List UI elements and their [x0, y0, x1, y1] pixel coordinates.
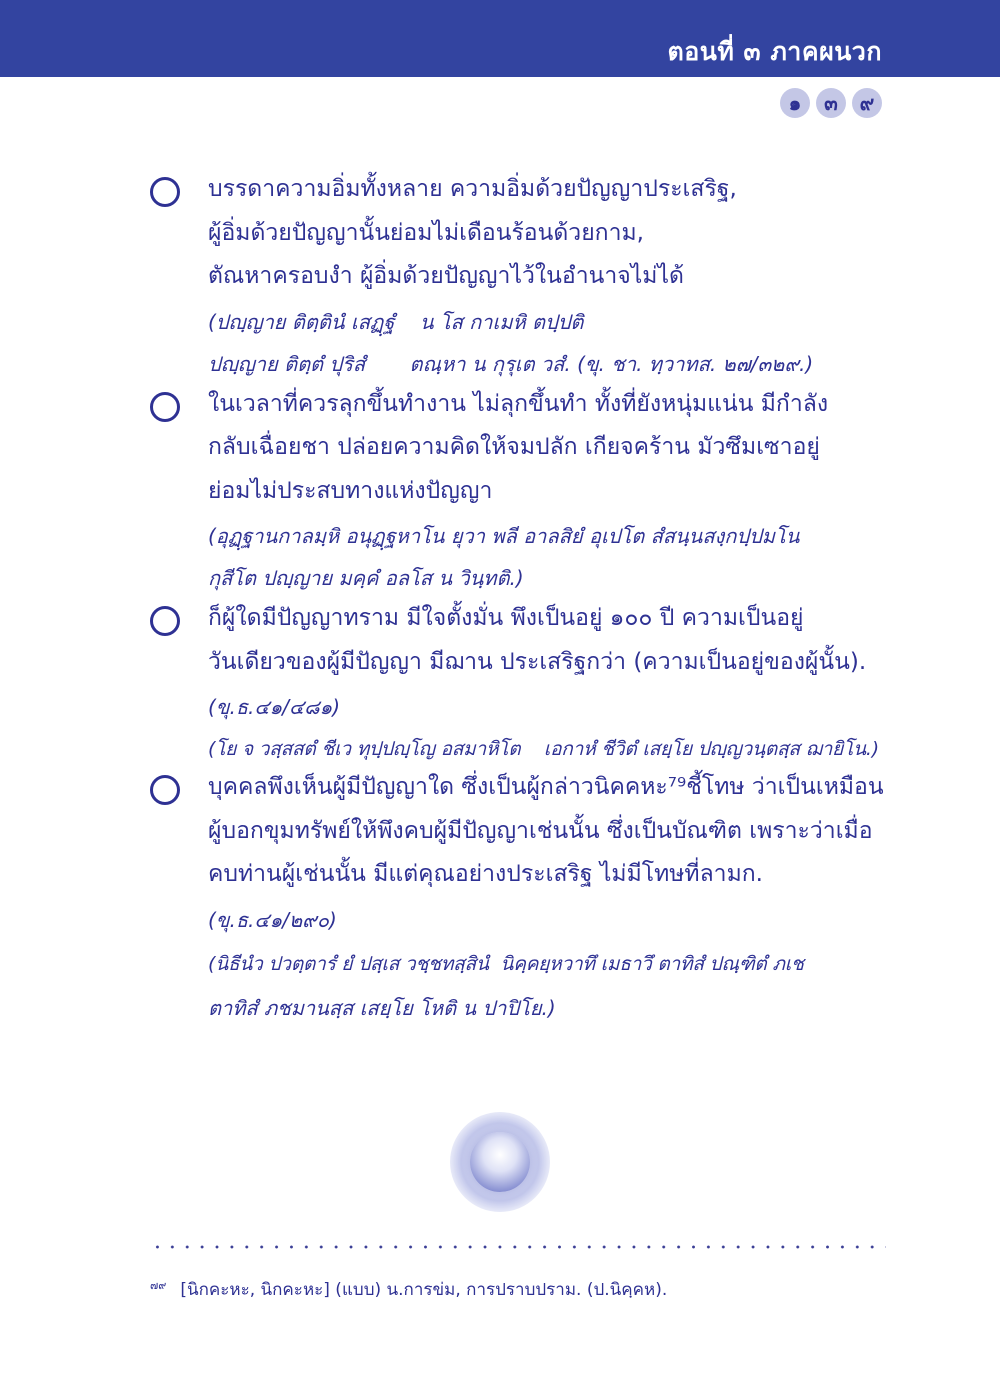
- footnote-text: [นิกคะหะ, นิกคะหะ] (แบบ) น.การข่ม, การปราบปราม. (ป.นิคฺคห).: [180, 1280, 668, 1300]
- section-title: ตอนที่ ๓ ภาคผนวก: [667, 37, 882, 66]
- verse-line: บรรดาความอิ่มทั้งหลาย ความอิ่มด้วยปัญญาประเสริฐ,: [208, 176, 737, 202]
- verse-line: ย่อมไม่ประสบทางแห่งปัญญา: [208, 477, 493, 504]
- verse-line: ในเวลาที่ควรลุกขึ้นทำงาน ไม่ลุกขึ้นทำ ทั้งที่ยังหนุ่มแน่น มีกำลัง: [208, 390, 829, 417]
- pali-line: ปญฺญาย ติตฺตํ ปุริสํ ตณฺหา น กุรุเต วสํ. (ขุ. ชา. ทฺวาทส. ๒๗/๓๒๙.): [208, 351, 814, 376]
- pali-citation: (ขุ.ธ.๔๑/๔๘๑): [208, 695, 341, 719]
- page-number: [780, 88, 882, 118]
- verse-line: ตัณหาครอบงำ ผู้อิ่มด้วยปัญญาไว้ในอำนาจไม่ได้: [208, 263, 684, 289]
- page-digit: ๓: [816, 88, 846, 118]
- footnote: [150, 1276, 667, 1303]
- verse-line: คบท่านผู้เช่นนั้น มีแต่คุณอย่างประเสริฐ ไม่มีโทษที่ลามก.: [208, 861, 763, 887]
- footnote-marker: ๗๙: [150, 1279, 167, 1292]
- circle-bullet-icon: [150, 177, 180, 207]
- verse-3: [146, 597, 886, 772]
- verse-line: บุคคลพึงเห็นผู้มีปัญญาใด ซึ่งเป็นผู้กล่าวนิคคหะ⁷⁹ชี้โทษ ว่าเป็นเหมือน: [208, 774, 884, 800]
- page-digit: ๙: [852, 88, 882, 118]
- crystal-orb-icon: [450, 1112, 550, 1212]
- circle-bullet-icon: [150, 392, 180, 422]
- pali-line: (ปญฺญาย ติตฺตินํ เสฏฺฐํ น โส กาเมหิ ตปฺปติ: [208, 309, 584, 334]
- page-digit: ๑: [780, 88, 810, 118]
- pali-citation: (ขุ.ธ.๔๑/๒๙๐): [208, 907, 337, 932]
- verse-line: ก็ผู้ใดมีปัญญาทราม มีใจตั้งมั่น พึงเป็นอยู่ ๑๐๐ ปี ความเป็นอยู่: [208, 605, 804, 631]
- verse-list: [146, 168, 886, 1031]
- pali-line: (นิธีนํว ปวตฺตารํ ยํ ปสฺเส วชฺชทสฺสินํ นิคฺคยฺหวาทึ เมธาวึ ตาทิสํ ปณฺฑิตํ ภเช: [208, 952, 804, 975]
- verse-4: [146, 766, 886, 1031]
- verse-line: กลับเฉื่อยชา ปล่อยความคิดให้จมปลัก เกียจคร้าน มัวซึมเซาอยู่: [208, 434, 820, 460]
- circle-bullet-icon: [150, 606, 180, 636]
- verse-line: ผู้อิ่มด้วยปัญญานั้นย่อมไม่เดือนร้อนด้วยกาม,: [208, 219, 644, 246]
- verse-2: [146, 383, 886, 602]
- footnote-divider: [150, 1240, 886, 1254]
- pali-line: (โย จ วสฺสสตํ ชีเว ทุปฺปญฺโญ อสมาหิโต เอกาหํ ชีวิตํ เสยฺโย ปญฺญวนฺตสฺส ฌายิโน.): [208, 738, 879, 760]
- pali-line: (อุฏฺฐานกาลมฺหิ อนุฏฺฐหาโน ยุวา พลี อาลสิยํ อุเปโต สํสนฺนสงฺกปฺปมโน: [208, 524, 800, 548]
- pali-line: ตาทิสํ ภชมานสฺส เสยฺโย โหติ น ปาปิโย.): [208, 995, 556, 1020]
- verse-1: [146, 168, 886, 387]
- verse-line: ผู้บอกขุมทรัพย์ให้พึงคบผู้มีปัญญาเช่นนั้น ซึ่งเป็นบัณฑิต เพราะว่าเมื่อ: [208, 817, 873, 844]
- pali-line: กุสีโต ปญฺญาย มคฺคํ อลโส น วินฺทติ.): [208, 566, 524, 590]
- circle-bullet-icon: [150, 775, 180, 805]
- verse-line: วันเดียวของผู้มีปัญญา มีฌาน ประเสริฐกว่า (ความเป็นอยู่ของผู้นั้น).: [208, 648, 867, 675]
